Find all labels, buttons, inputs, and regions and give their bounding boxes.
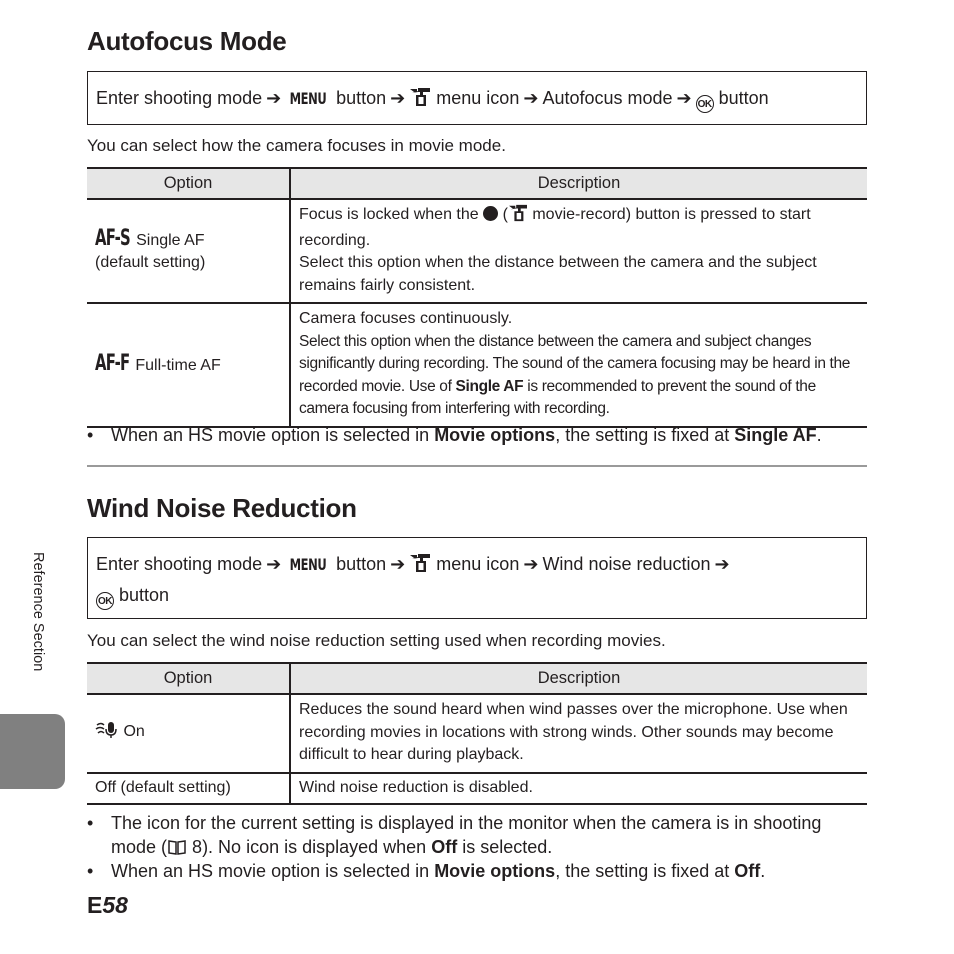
nav-step-text: menu icon [436,554,520,574]
section-title-autofocus: Autofocus Mode [87,26,287,56]
page-prefix-icon: E [87,892,103,918]
note-bold-text: Off [431,837,458,857]
description-cell: Reduces the sound heard when wind passes over the microphone. Use when recording movies in locations with strong winds. Other sounds may become difficult to hear during playback. [290,694,867,773]
arrow-right-icon: ➔ [390,88,406,108]
table-row [87,773,867,804]
table-header-description: Description [290,168,867,199]
note-text: , the setting is fixed at [555,425,730,445]
option-label: On [123,722,145,740]
description-text: ( [502,206,508,223]
note-text: ). No icon is displayed when [202,837,427,857]
table-header-description: Description [290,663,867,694]
note-text: 8 [192,837,203,857]
page-number-value: 58 [102,892,128,918]
description-bold-text: Single AF [455,377,524,395]
table-header-option: Option [87,663,290,694]
arrow-right-icon: ➔ [676,88,692,108]
arrow-right-icon: ➔ [390,554,406,574]
nav-step-text: Autofocus mode [542,88,673,108]
list-item [87,859,867,883]
description-text: Select this option when the distance between the camera and subject changes significantly during recording. The sound of the camera focusing may be heard in the recorded movie. Use of [299,332,851,395]
movie-menu-icon [409,553,431,581]
af-s-icon: AF-S [95,225,130,251]
movie-menu-icon [409,87,431,115]
note-bold-text: Single AF [734,425,817,445]
description-text: Select this option when the distance between the camera and the subject remains fairly consistent. [299,254,817,294]
bullet-icon: • [87,861,94,881]
option-default-note: (default setting) [95,254,206,271]
nav-step-text: Wind noise reduction [542,554,711,574]
note-text: . [816,425,822,445]
book-reference-icon [167,837,187,861]
record-dot-icon [483,206,498,221]
section-divider [87,465,867,467]
arrow-right-icon: ➔ [714,554,730,574]
nav-step-text: button [336,88,387,108]
bullet-icon: • [87,813,94,833]
description-cell [290,199,867,303]
nav-step-text: menu icon [436,88,520,108]
note-bold-text: Movie options [434,425,556,445]
list-item [87,811,867,861]
arrow-right-icon: ➔ [266,88,282,108]
nav-step-text: button [718,88,769,108]
movie-record-icon [508,204,528,230]
note-text: . [760,861,766,881]
ok-button-icon: OK [696,95,714,113]
table-row [87,199,867,303]
option-label: Full-time AF [135,356,221,374]
intro-text-wind-noise: You can select the wind noise reduction setting used when recording movies. [87,631,666,650]
section-title-wind-noise: Wind Noise Reduction [87,493,357,523]
option-cell [87,694,290,773]
table-row [87,694,867,773]
option-label: Single AF [136,231,205,249]
arrow-right-icon: ➔ [266,554,282,574]
navigation-path-autofocus [87,71,867,125]
note-text: When an HS movie option is selected in [111,425,430,445]
option-cell [87,199,290,303]
nav-step-text: button [119,585,170,605]
wind-noise-icon [95,721,119,747]
list-item [87,423,867,447]
option-cell [87,303,290,427]
nav-step-text: Enter shooting mode [96,88,263,108]
description-text: Focus is locked when the [299,206,479,223]
arrow-right-icon: ➔ [523,554,539,574]
description-text: is recommended to prevent the sound of the camera focusing from interfering with recording. [299,377,816,417]
side-section-tab [0,714,65,789]
intro-text-autofocus: You can select how the camera focuses in movie mode. [87,136,506,155]
menu-button-icon: MENU [289,555,327,574]
note-text: , the setting is fixed at [555,861,730,881]
description-cell [290,303,867,427]
table-row [87,303,867,427]
nav-step-text: Enter shooting mode [96,554,263,574]
description-text: movie-record) button is pressed to start recording. [299,206,811,249]
description-cell: Wind noise reduction is disabled. [290,773,867,804]
wind-noise-options-table [87,662,867,805]
note-bold-text: Off [734,861,761,881]
ok-button-icon: OK [96,592,114,610]
side-section-label: Reference Section [30,552,46,672]
option-cell [87,773,290,804]
note-bold-text: Movie options [434,861,556,881]
note-text: When an HS movie option is selected in [111,861,430,881]
navigation-path-wind-noise [87,537,867,619]
nav-step-text: button [336,554,387,574]
menu-button-icon: MENU [289,89,327,108]
option-label: Off (default setting) [95,778,231,796]
description-text: Camera focuses continuously. [299,310,513,327]
table-header-option: Option [87,168,290,199]
af-f-icon: AF-F [95,350,130,376]
note-text: is selected. [462,837,553,857]
note-text: The icon for the current setting is displayed in the monitor when the camera is in shooting mode ( [111,813,822,857]
page-number [87,892,128,919]
autofocus-options-table [87,167,867,428]
bullet-icon: • [87,425,94,445]
arrow-right-icon: ➔ [523,88,539,108]
